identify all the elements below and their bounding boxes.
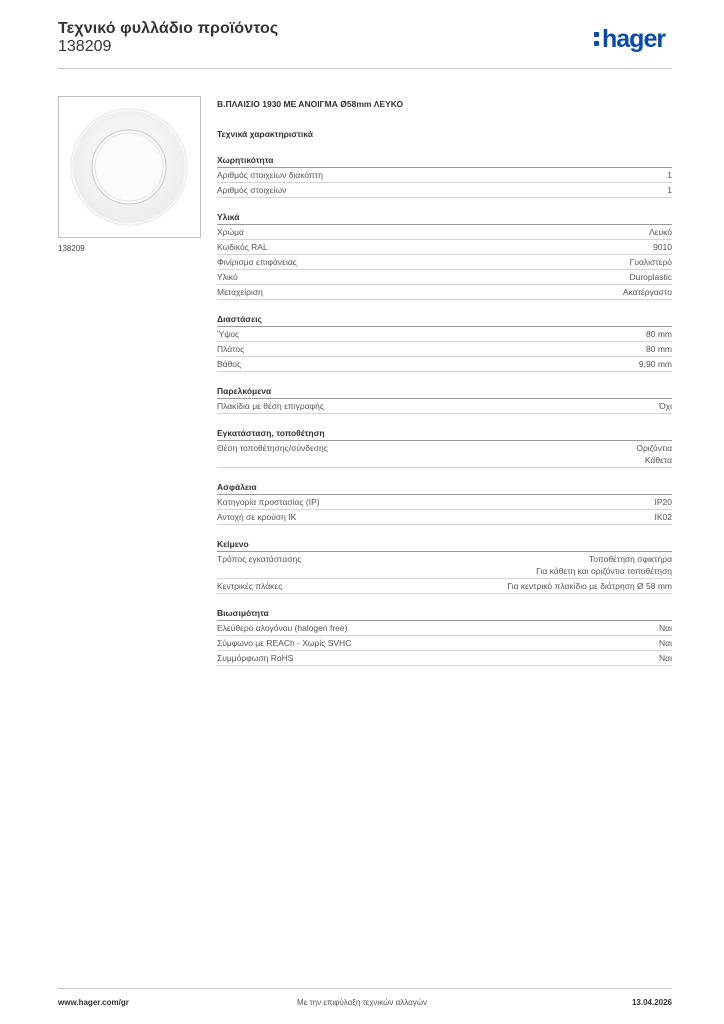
spec-label: Υλικό (217, 272, 238, 282)
hager-logo (594, 24, 665, 54)
spec-label: Πλάτος (217, 344, 245, 354)
spec-content (217, 97, 672, 666)
spec-row (217, 651, 672, 666)
spec-value (659, 637, 672, 649)
spec-row (217, 441, 672, 468)
spec-value (655, 511, 673, 523)
spec-label: Συμμόρφωση RoHS (217, 653, 294, 663)
spec-row (217, 342, 672, 357)
spec-row (217, 579, 672, 594)
spec-label: Αριθμός στοιχείων (217, 185, 287, 195)
spec-row (217, 168, 672, 183)
spec-row (217, 270, 672, 285)
spec-label: Αριθμός στοιχείων διακόπτη (217, 170, 323, 180)
spec-row (217, 240, 672, 255)
spec-row (217, 636, 672, 651)
round-frame-icon (59, 97, 200, 237)
spec-row (217, 357, 672, 372)
header-divider (58, 68, 672, 69)
spec-row (217, 552, 672, 579)
spec-label: Κεντρικές πλάκες (217, 581, 283, 591)
spec-value (655, 496, 673, 508)
section-title: Ασφάλεια (217, 481, 672, 495)
spec-value-line: Όχι (659, 401, 672, 411)
spec-value (659, 652, 672, 664)
image-caption: 138209 (58, 244, 85, 253)
spec-value-line: Τοποθέτηση σφικτήρα (588, 554, 672, 564)
product-name: Β.ΠΛΑΙΣΙΟ 1930 ΜΕ ΑΝΟΙΓΜΑ Ø58mm ΛΕΥΚΟ (217, 99, 404, 109)
logo-text: hager (602, 25, 666, 53)
spec-value-line: 9,90 mm (638, 359, 672, 369)
spec-label: Μεταχείριση (217, 287, 263, 297)
section-title: Κείμενο (217, 538, 672, 552)
spec-value-line: Λευκό (649, 227, 672, 237)
section-title: Βιωσιμότητα (217, 607, 672, 621)
spec-value (536, 553, 672, 577)
spec-value (630, 256, 672, 268)
spec-row (217, 327, 672, 342)
spec-value (649, 226, 672, 238)
section-title: Εγκατάσταση, τοποθέτηση (217, 427, 672, 441)
spec-value-line: IK02 (654, 512, 672, 522)
footer-notice: Με την επιφύλαξη τεχνικών αλλαγών (297, 998, 427, 1007)
spec-value-line: 1 (667, 185, 672, 195)
footer-website: www.hager.com/gr (58, 998, 129, 1007)
spec-label: Θέση τοποθέτησης/σύνδεσης (217, 443, 328, 453)
spec-value-line: Κάθετα (644, 455, 672, 465)
spec-value (639, 358, 672, 370)
spec-value (667, 184, 672, 196)
spec-label: Βάθος (217, 359, 242, 369)
spec-label: Κωδικός RAL (217, 242, 268, 252)
spec-value (623, 286, 672, 298)
spec-value-line: Για κάθετη και οριζόντια τοποθέτηση (536, 566, 672, 576)
logo-dots-icon (594, 30, 600, 48)
spec-value-line: 9010 (653, 242, 672, 252)
spec-row (217, 183, 672, 198)
section-title: Χωρητικότητα (217, 154, 672, 168)
spec-row (217, 510, 672, 525)
spec-row (217, 225, 672, 240)
spec-value (659, 400, 672, 412)
spec-label: Τρόπος εγκατάστασης (217, 554, 302, 564)
spec-value-line: Ναι (659, 623, 672, 633)
document-title: Τεχνικό φυλλάδιο προϊόντος (58, 20, 279, 37)
spec-label: Αντοχή σε κρούση IK (217, 512, 297, 522)
spec-value (659, 622, 672, 634)
spec-label: Φινίρισμα επιφάνειας (217, 257, 297, 267)
spec-label: Ελεύθερο αλογόνου (halogen free) (217, 623, 348, 633)
spec-row (217, 285, 672, 300)
spec-value-line: Για κεντρικό πλακίδιο με διάτρηση Ø 58 mm (507, 581, 672, 591)
spec-value-line: 80 mm (646, 329, 672, 339)
spec-label: Κατηγορία προστασίας (IP) (217, 497, 320, 507)
spec-label: Πλακίδια με θέση επιγραφής (217, 401, 324, 411)
spec-label: Χρώμα (217, 227, 244, 237)
spec-value (629, 271, 672, 283)
spec-value-line: Γυαλιστερό (629, 257, 672, 267)
spec-value (653, 241, 672, 253)
spec-value-line: IP20 (654, 497, 672, 507)
section-title: Υλικά (217, 211, 672, 225)
spec-value (646, 343, 672, 355)
spec-row (217, 255, 672, 270)
product-code: 138209 (58, 38, 112, 55)
spec-value-line: Ναι (659, 638, 672, 648)
spec-label: Ύψος (217, 329, 240, 339)
spec-value (667, 169, 672, 181)
product-image (58, 96, 201, 238)
spec-row (217, 621, 672, 636)
spec-label: Σύμφωνο με REACh - Χωρίς SVHC (217, 638, 352, 648)
spec-value-line: Duroplastic (629, 272, 672, 282)
spec-value (646, 328, 672, 340)
tech-characteristics-heading: Τεχνικά χαρακτηριστικά (217, 129, 313, 139)
spec-value (507, 580, 672, 592)
footer-divider (58, 988, 672, 989)
spec-value-line: Οριζόντια (636, 443, 672, 453)
spec-value-line: 1 (667, 170, 672, 180)
spec-value-line: Ναι (659, 653, 672, 663)
spec-sections (217, 154, 672, 666)
spec-value-line: Ακατέργαστο (622, 287, 672, 297)
spec-row (217, 495, 672, 510)
section-title: Διαστάσεις (217, 313, 672, 327)
footer-date: 13.04.2026 (631, 998, 672, 1007)
spec-value (636, 442, 672, 466)
section-title: Παρελκόμενα (217, 385, 672, 399)
spec-row (217, 399, 672, 414)
spec-value-line: 80 mm (646, 344, 672, 354)
